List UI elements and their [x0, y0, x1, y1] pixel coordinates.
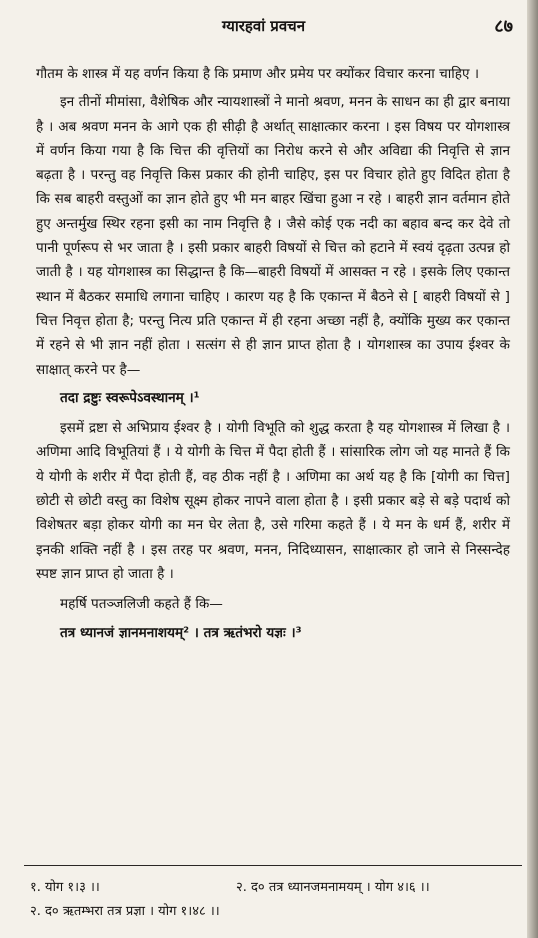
- sutra-1: तदा द्रष्टुः स्वरूपेऽवस्थानम् ।¹: [60, 389, 200, 406]
- footnotes: [30, 876, 520, 924]
- paragraph-3: इसमें द्रष्टा से अभिप्राय ईश्वर है । योगी विभूति को शुद्ध करता है यह योगशास्त्र में लिखा है । अणिमा आदि विभूतियां हैं । ये योगी के चित्त में पैदा होती हैं । सांसारिक लोग जो यह मानते हैं कि ये योगी के शरीर में पैदा होती हैं, वह ठीक नहीं है । अणिमा का अर्थ यह है कि [योगी का चित्त] छोटी से छोटी वस्तु का विशेष सूक्ष्म होकर नापने वाला होता है । इसी प्रकार बड़े से बड़े पदार्थ को विशेषतर बड़ा होकर योगी का मन घेर लेता है, उसे गरिमा कहते हैं । ये मन के धर्म हैं, शरीर में इनकी शक्ति नहीं है । इस तरह पर श्रवण, मनन, निदिध्यासन, साक्षात्कार हो जाने से निस्सन्देह स्पष्ट ज्ञान प्राप्त हो जाता है ।: [36, 420, 510, 582]
- sutra-2: तत्र ध्यानजं ज्ञानमनाशयम्² । तत्र ऋतंभरो यज्ञः ।³: [60, 624, 302, 641]
- footnote-3: २. द० ऋतम्भरा तत्र प्रज्ञा । योग १।४८ ।।: [30, 904, 220, 919]
- paragraph-1: गौतम के शास्त्र में यह वर्णन किया है कि प्रमाण और प्रमेय पर क्योंकर विचार करना चाहिए ।: [36, 66, 480, 82]
- page-body: [36, 62, 510, 651]
- running-title: ग्यारहवां प्रवचन: [221, 17, 306, 35]
- footnote-1: १. योग १।३ ।।: [30, 880, 100, 895]
- page-number: ८७: [494, 16, 513, 37]
- footnote-divider: [24, 865, 522, 866]
- footnote-row: [30, 900, 520, 924]
- page-edge: [527, 0, 538, 938]
- footnote-row: [30, 876, 520, 900]
- page-header: [0, 14, 527, 40]
- footnote-2: २. द० तत्र ध्यानजमनामयम् । योग ४।६ ।।: [236, 880, 430, 895]
- paragraph-2: इन तीनों मीमांसा, वैशेषिक और न्यायशास्त्रों ने मानो श्रवण, मनन के साधन का ही द्वार बनाया है । अब श्रवण मनन के आगे एक ही सीढ़ी है अर्थात् साक्षात्कार करना । इस विषय पर योगशास्त्र में वर्णन किया गया है कि चित्त की वृत्तियों का निरोध करने से और अविद्या की निवृत्ति से ज्ञान बढ़ता है । परन्तु वह निवृत्ति किस प्रकार की होनी चाहिए, इस पर विचार होते हुए विदित होता है कि सब बाहरी वस्तुओं का ज्ञान होते हुए भी मन बाहर खिंचा हुआ न रहे । बाहरी ज्ञान वर्तमान होते हुए अन्तर्मुख स्थिर रहना इसी का नाम निवृत्ति है । जैसे कोई एक नदी का बहाव बन्द कर देवे तो पानी पूर्णरूप से भर जाता है । इसी प्रकार बाहरी विषयों से चित्त को हटाने में स्वयं दृढ़ता उत्पन्न हो जाती है । यह योगशास्त्र का सिद्धान्त है कि—बाहरी विषयों में आसक्त न रहे । इसके लिए एकान्त स्थान में बैठकर समाधि लगाना चाहिए । कारण यह है कि एकान्त में बैठने से [ बाहरी विषयों से ] चित्त निवृत्त होता है; परन्तु नित्य प्रति एकान्त में ही रहना अच्छा नहीं है, क्योंकि मुख्य कर एकान्त में रहने से भी ज्ञान नहीं होता । सत्संग से ही ज्ञान प्राप्त होता है । योगशास्त्र का उपाय ईश्वर के साक्षात् करने पर है—: [36, 94, 510, 378]
- paragraph-4: महर्षि पतञ्जलिजी कहते हैं कि—: [60, 596, 223, 613]
